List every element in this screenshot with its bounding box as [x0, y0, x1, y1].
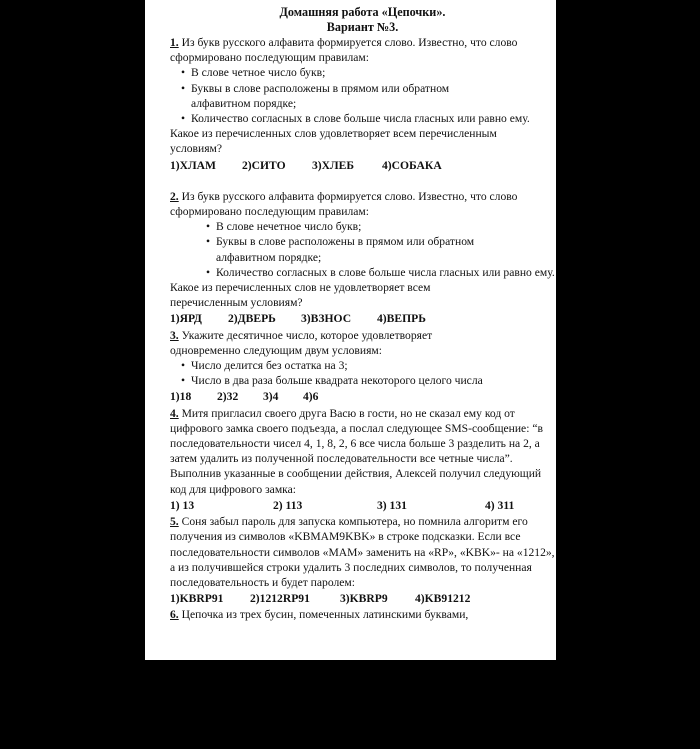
- list-item: • Число делится без остатка на 3;: [170, 358, 555, 373]
- q5-number: 5.: [170, 515, 179, 529]
- list-item: • Количество согласных в слове больше числа гласных или равно ему.: [170, 111, 555, 126]
- q1-option-2: 2)СИТО: [242, 158, 286, 172]
- q1-option-1: 1)ХЛАМ: [170, 158, 216, 172]
- q1-option-3: 3)ХЛЕБ: [312, 158, 355, 172]
- q1-question: Какое из перечисленных слов удовлетворяет всем перечисленным условиям?: [170, 127, 497, 156]
- document-title: Домашняя работа «Цепочки».: [279, 5, 446, 19]
- q3-option-3: 3)4: [263, 390, 279, 404]
- q5-options: [170, 591, 555, 606]
- q2-options: [170, 311, 555, 326]
- q4-options: [170, 498, 555, 513]
- q5-option-4: 4)KB91212: [415, 592, 471, 606]
- q4-option-3: 3) 131: [377, 498, 407, 512]
- document-content: [170, 5, 555, 623]
- q5-option-3: 3)KBRP9: [340, 592, 388, 606]
- list-item: • Количество согласных в слове больше числа гласных или равно ему.: [170, 265, 555, 280]
- q2-number: 2.: [170, 189, 179, 203]
- q4-number: 4.: [170, 406, 179, 420]
- q5-option-1: 1)KBRP91: [170, 592, 224, 606]
- q5-text: 5. Соня забыл пароль для запуска компьютера, но помнила алгоритм его получения из символов «KBMAM9KBK» в строке подсказки. Если все последовательности символов «МАМ» заменить на «RP», «KBK»- на «1212», а из получившейся строки удалить 3 последних символов, то полученная последовательность и будет паролем:: [170, 515, 555, 589]
- list-item: • В слове нечетное число букв;: [170, 219, 555, 234]
- list-item: • Буквы в слове расположены в прямом или обратном алфавитном порядке;: [170, 234, 555, 264]
- q1-option-4: 4)СОБАКА: [382, 158, 442, 172]
- q4-text: 4. Митя пригласил своего друга Васю в гости, но не сказал ему код от цифрового замка своего подъезда, а послал следующее SMS-сообщение: “в последовательности чисел 4, 1, 8, 2, 6 все числа больше 3 разделить на 2, а затем удалить из полученной последовательности все четные числа”. Выполнив указанные в сообщении действия, Алексей получил следующий код для цифрового замка:: [170, 406, 543, 496]
- q6-text: 6. Цепочка из трех бусин, помеченных латинскими буквами,: [170, 608, 469, 622]
- q4-option-4: 4) 311: [485, 498, 515, 512]
- q1-rules: [170, 65, 555, 126]
- q5-option-2: 2)1212RP91: [250, 592, 310, 606]
- q4-option-2: 2) 113: [273, 498, 303, 512]
- list-item: • Буквы в слове расположены в прямом или обратном алфавитном порядке;: [170, 81, 555, 111]
- q2-option-3: 3)ВЗНОС: [301, 312, 352, 326]
- q3-option-4: 4)6: [303, 390, 319, 404]
- q1-options: [170, 158, 555, 173]
- q3-option-2: 2)32: [217, 390, 239, 404]
- q3-rules: [170, 358, 555, 388]
- spacer: [170, 174, 555, 189]
- q3-intro: 3. Укажите десятичное число, которое удовлетворяет одновременно следующим двум условиям:: [170, 328, 433, 357]
- q2-option-1: 1)ЯРД: [170, 312, 202, 326]
- q2-intro: 2. Из букв русского алфавита формируется слово. Известно, что слово сформировано последующим правилам:: [170, 189, 518, 219]
- list-item: • Число в два раза больше квадрата некоторого целого числа: [170, 373, 555, 388]
- variant-title: Вариант №3.: [326, 20, 399, 34]
- q4-option-1: 1) 13: [170, 498, 195, 512]
- document-page: [145, 0, 556, 660]
- q2-option-4: 4)ВЕПРЬ: [377, 312, 426, 326]
- q1-number: 1.: [170, 36, 179, 49]
- q6-number: 6.: [170, 608, 179, 622]
- list-item: • В слове четное число букв;: [170, 65, 555, 80]
- q3-option-1: 1)18: [170, 390, 192, 404]
- q2-option-2: 2)ДВЕРЬ: [228, 312, 276, 326]
- q2-question: Какое из перечисленных слов не удовлетворяет всем перечисленным условиям?: [170, 281, 431, 310]
- q2-rules: [170, 219, 555, 280]
- q1-intro: 1. Из букв русского алфавита формируется слово. Известно, что слово сформировано последующим правилам:: [170, 36, 518, 65]
- q3-options: [170, 389, 555, 404]
- q3-number: 3.: [170, 328, 179, 342]
